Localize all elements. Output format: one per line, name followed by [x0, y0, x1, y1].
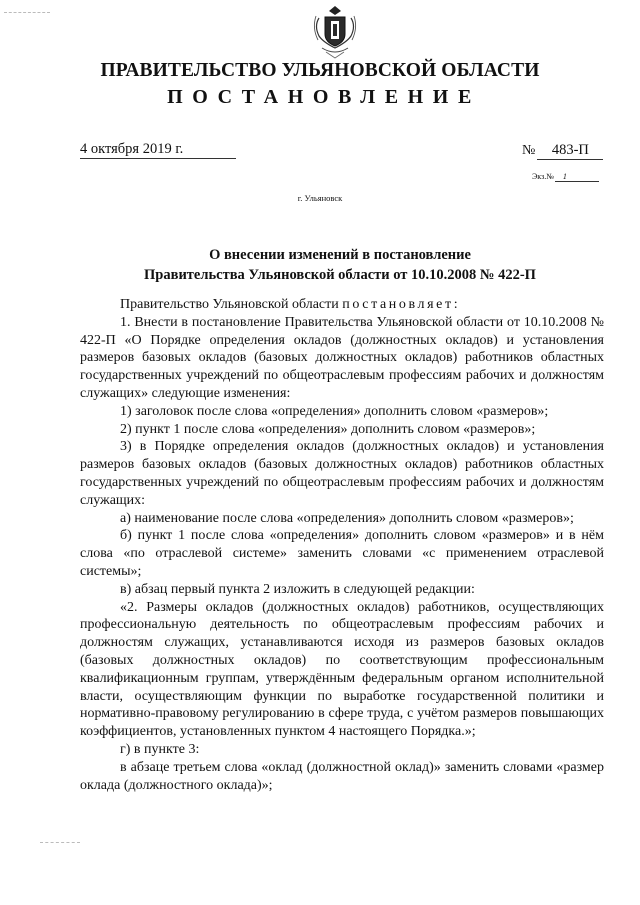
- scan-mark-top: [4, 12, 50, 13]
- body-paragraph: в абзаце третьем слова «оклад (должностной оклад)» заменить словами «размер оклада (должностного оклада)»;: [80, 759, 604, 793]
- document-number-value: 483-П: [537, 142, 603, 160]
- subject-line-1: О внесении изменений в постановление: [209, 247, 471, 263]
- document-date: [80, 140, 236, 159]
- preamble: [80, 296, 604, 314]
- city-label: г. Ульяновск: [297, 193, 343, 203]
- document-subject: [60, 245, 620, 285]
- body-paragraph: 3) в Порядке определения окладов (должностных окладов) и установления размеров базовых окладов (базовых должностных окладов) работников областных государственных учреждений по общеотраслевым профессиям рабочих и должностям служащих:: [80, 439, 604, 508]
- document-number: [522, 142, 603, 160]
- government-title: ПРАВИТЕЛЬСТВО УЛЬЯНОВСКОЙ ОБЛАСТИ: [100, 60, 540, 81]
- copy-number-value: 1: [555, 172, 599, 182]
- body-paragraph: а) наименование после слова «определения» дополнить словом «размеров»;: [120, 510, 574, 526]
- document-body: [80, 296, 604, 794]
- body-paragraph: б) пункт 1 после слова «определения» дополнить словом «размеров» и в нём слова «по отраслевой системе» заменить словами «с применением отраслевой системы»;: [80, 528, 604, 579]
- subject-line-2: Правительства Ульяновской области от 10.10.2008 № 422-П: [144, 267, 536, 283]
- document-number-prefix: №: [522, 143, 536, 158]
- body-paragraph: в) абзац первый пункта 2 изложить в следующей редакции:: [120, 581, 475, 597]
- body-paragraph: «2. Размеры окладов (должностных окладов) работников, осуществляющих профессиональную деятельность по общеотраслевым профессиям рабочих и должностям служащих, устанавливаются исходя из размеров базовых окладов (базовых должностных окладов) по соответствующим профессиональным квалификационным группам, утверждённым федеральным органом исполнительной власти, осуществляющим функции по выработке государственной политики и нормативно-правовому регулированию в сфере труда, с учётом размеров повышающих коэффициентов, установленных пунктом 4 настоящего Порядка.»;: [80, 599, 604, 740]
- document-type-title: ПОСТАНОВЛЕНИЕ: [167, 86, 481, 108]
- body-paragraph: 1) заголовок после слова «определения» дополнить словом «размеров»;: [120, 403, 549, 419]
- copy-number: [532, 172, 599, 182]
- body-paragraph: 2) пункт 1 после слова «определения» дополнить словом «размеров»;: [120, 421, 536, 437]
- scan-mark-bottom: [40, 842, 80, 843]
- coat-of-arms-emblem-icon: [310, 4, 360, 60]
- body-paragraph: 1. Внести в постановление Правительства Ульяновской области от 10.10.2008 № 422-П «О Порядке определения окладов (должностных окладов) и установления размеров базовых окладов (базовых должностных окладов) работников областных государственных учреждений по общеотраслевым профессиям рабочих и должностям служащих» следующие изменения:: [80, 314, 604, 401]
- copy-number-prefix: Экз.№: [532, 172, 554, 181]
- preamble-end: :: [453, 297, 458, 312]
- preamble-start: Правительство Ульяновской области: [120, 297, 343, 312]
- preamble-decree-word: постановляет: [342, 297, 454, 312]
- body-paragraph: г) в пункте 3:: [120, 741, 200, 757]
- document-date-text: 4 октября 2019 г.: [80, 141, 184, 157]
